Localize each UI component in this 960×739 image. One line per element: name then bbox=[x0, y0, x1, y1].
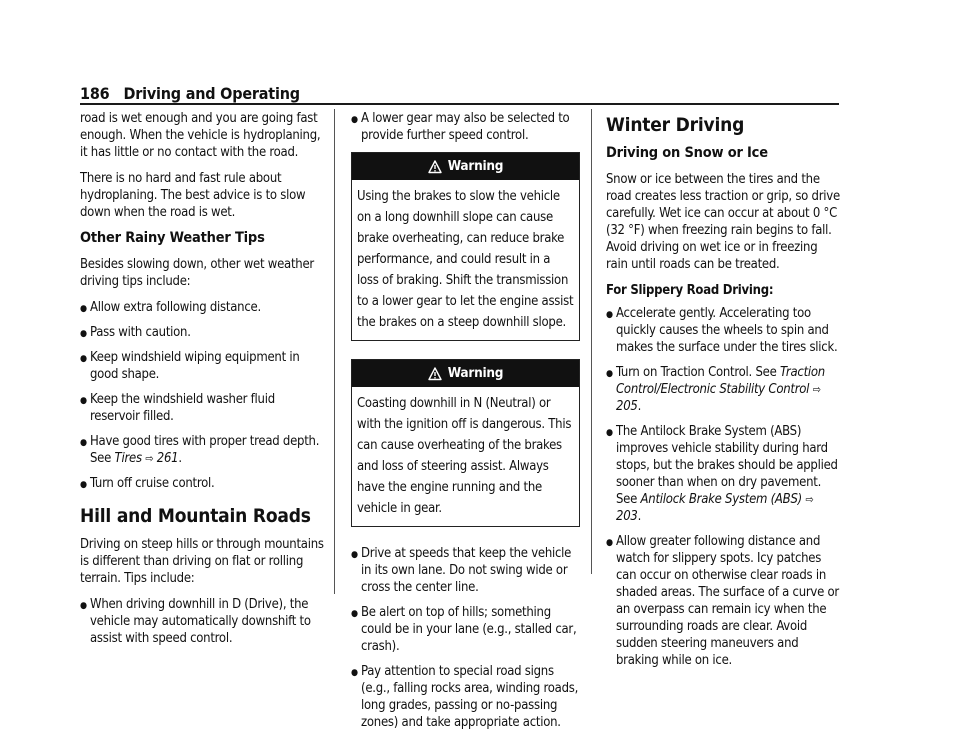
bullet-icon: ● bbox=[80, 396, 87, 406]
bullet-icon: ● bbox=[351, 609, 358, 619]
tires-page-link[interactable]: 261 bbox=[156, 451, 179, 466]
column-2 bbox=[351, 110, 580, 739]
list-item: ● Be alert on top of hills; something could be in your lane (e.g., stalled car, crash). bbox=[351, 605, 577, 654]
bullet-icon: ● bbox=[80, 304, 87, 314]
section-heading: Winter Driving bbox=[606, 114, 745, 136]
warning-icon bbox=[428, 160, 442, 174]
abs-page-link[interactable]: 203 bbox=[616, 509, 638, 524]
list-item: ● The Antilock Brake System (ABS) improves vehicle stability during hard stops, but the brakes should be applied sooner than when on dry pavement. See Antilock Brake System (ABS) ⇨ 203. bbox=[606, 424, 838, 524]
section-title: Driving and Operating bbox=[123, 84, 300, 103]
warning-label: Warning bbox=[447, 158, 504, 174]
list-item: ● Drive at speeds that keep the vehicle in its own lane. Do not swing wide or cross the center line. bbox=[351, 546, 572, 595]
warning-label: Warning bbox=[447, 365, 504, 381]
tips-list bbox=[80, 299, 326, 492]
page-ref-arrow-icon: ⇨ bbox=[805, 493, 814, 506]
header-rule bbox=[80, 103, 839, 105]
abs-link[interactable]: Antilock Brake System (ABS) bbox=[640, 492, 802, 507]
bullet-icon: ● bbox=[606, 369, 613, 379]
section-heading: Hill and Mountain Roads bbox=[80, 505, 311, 527]
list-item: ● Allow greater following distance and watch for slippery spots. Icy patches can occur on otherwise clear roads in shaded areas. The surface of a curve or an overpass can remain icy when the surrounding roads are clear. Avoid sudden steering maneuvers and braking while on ice. bbox=[606, 534, 839, 668]
subsection-heading: Other Rainy Weather Tips bbox=[80, 230, 265, 246]
slippery-tips-list bbox=[606, 305, 841, 669]
warning-box bbox=[351, 359, 580, 527]
column-divider bbox=[334, 109, 335, 594]
page-header bbox=[80, 84, 300, 103]
bullet-icon: ● bbox=[80, 601, 87, 611]
bullet-icon: ● bbox=[606, 310, 613, 320]
warning-text: Coasting downhill in N (Neutral) or with the ignition off is dangerous. This can cause overheating of the brakes and loss of steering assist. Always have the engine running and the vehicle in gear. bbox=[357, 396, 572, 516]
paragraph: road is wet enough and you are going fast enough. When the vehicle is hydroplaning, it has little or no contact with the road. bbox=[80, 111, 321, 160]
bullet-icon: ● bbox=[80, 480, 87, 490]
paragraph: Driving on steep hills or through mountains is different than driving on flat or rolling terrain. Tips include: bbox=[80, 537, 324, 586]
hill-tips-list bbox=[80, 596, 326, 647]
list-item: ● Accelerate gently. Accelerating too quickly causes the wheels to spin and makes the surface under the tires slick. bbox=[606, 306, 838, 355]
bullet-icon: ● bbox=[80, 329, 87, 339]
list-item: ● Have good tires with proper tread depth. See Tires ⇨ 261. bbox=[80, 434, 320, 466]
list-item: ● Turn off cruise control. bbox=[80, 475, 326, 492]
column-3 bbox=[606, 110, 841, 677]
warning-text: Using the brakes to slow the vehicle on a long downhill slope can cause brake overheating, can reduce brake performance, and could result in a loss of braking. Shift the transmission to a lower gear to let the engine assist the brakes on a steep downhill slope. bbox=[357, 189, 574, 330]
bullet-icon: ● bbox=[351, 115, 358, 125]
tires-link[interactable]: Tires bbox=[114, 451, 142, 466]
list-item: ● Pass with caution. bbox=[80, 324, 326, 341]
list-item: ● Allow extra following distance. bbox=[80, 299, 326, 316]
warning-header bbox=[352, 153, 579, 180]
list-item: ● Keep the windshield washer fluid reservoir filled. bbox=[80, 392, 275, 424]
bullet-icon: ● bbox=[80, 354, 87, 364]
page-ref-arrow-icon: ⇨ bbox=[145, 452, 154, 465]
subsection-heading: Driving on Snow or Ice bbox=[606, 145, 768, 161]
list-item: ● Turn on Traction Control. See Traction Control/Electronic Stability Control ⇨ 205. bbox=[606, 365, 825, 414]
list-item: ● Pay attention to special road signs (e.g., falling rocks area, winding roads, long grades, passing or no-passing zones) and take appropriate action. bbox=[351, 664, 579, 730]
list-item: ● Keep windshield wiping equipment in good shape. bbox=[80, 350, 300, 382]
bullet-icon: ● bbox=[606, 428, 613, 438]
slippery-road-heading: For Slippery Road Driving: bbox=[606, 283, 774, 298]
bullet-icon: ● bbox=[606, 538, 613, 548]
warning-box bbox=[351, 152, 580, 341]
list-item: ● A lower gear may also be selected to provide further speed control. bbox=[351, 111, 570, 143]
hill-tips-list bbox=[351, 545, 580, 731]
traction-page-link[interactable]: 205 bbox=[616, 399, 638, 414]
warning-icon bbox=[428, 367, 442, 381]
page-ref-arrow-icon: ⇨ bbox=[812, 383, 821, 396]
paragraph: There is no hard and fast rule about hydroplaning. The best advice is to slow down when the road is wet. bbox=[80, 171, 306, 220]
paragraph: Snow or ice between the tires and the road creates less traction or grip, so drive carefully. Wet ice can occur at about 0 °C (32 °F) when freezing rain begins to fall. Avoid driving on wet ice or in freezing rain until roads can be treated. bbox=[606, 172, 840, 272]
column-divider bbox=[591, 109, 592, 574]
bullet-icon: ● bbox=[351, 550, 358, 560]
paragraph: Besides slowing down, other wet weather driving tips include: bbox=[80, 257, 314, 289]
bullet-icon: ● bbox=[80, 438, 87, 448]
gear-tip-list bbox=[351, 110, 580, 144]
column-1 bbox=[80, 110, 326, 655]
warning-header bbox=[352, 360, 579, 387]
list-item: ● When driving downhill in D (Drive), the vehicle may automatically downshift to assist with speed control. bbox=[80, 597, 311, 646]
traction-control-link[interactable]: Traction Control/Electronic Stability Control bbox=[616, 365, 825, 397]
page-number: 186 bbox=[80, 84, 110, 103]
bullet-icon: ● bbox=[351, 668, 358, 678]
